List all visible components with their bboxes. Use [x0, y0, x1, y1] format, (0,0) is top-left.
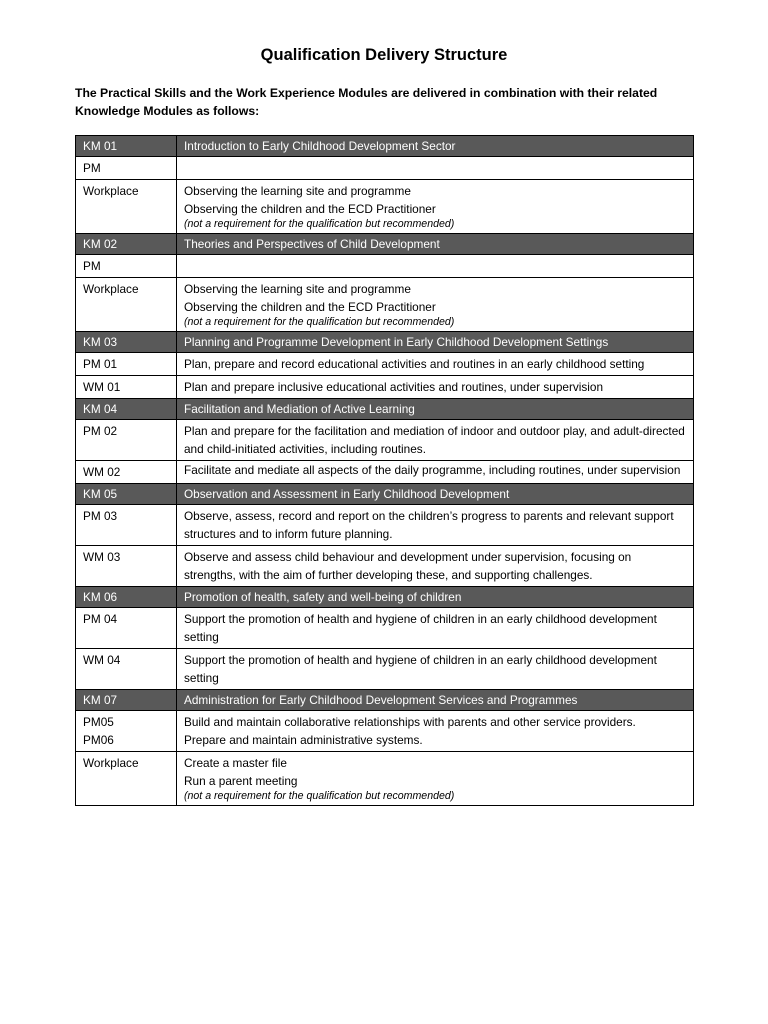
module-code-cell: PM 04 — [76, 608, 177, 649]
module-description-cell — [177, 157, 694, 180]
module-code-cell: KM 07 — [76, 690, 177, 711]
description-line: Run a parent meeting — [184, 774, 298, 788]
module-code-cell: Workplace — [76, 752, 177, 806]
module-row — [76, 711, 694, 752]
recommendation-note: (not a requirement for the qualification but recommended) — [184, 790, 455, 802]
recommendation-note: (not a requirement for the qualification but recommended) — [184, 218, 455, 230]
knowledge-module-row — [76, 690, 694, 711]
description-line: Support the promotion of health and hygiene of children in an early childhood development setting — [184, 653, 657, 685]
knowledge-module-row — [76, 234, 694, 255]
module-description-cell — [177, 255, 694, 278]
module-description-cell — [177, 180, 694, 234]
description-line: Plan and prepare for the facilitation and mediation of indoor and outdoor play, and adult-directed and child-initiated activities, including routines. — [184, 424, 685, 456]
module-row — [76, 505, 694, 546]
delivery-structure-table — [75, 135, 694, 806]
module-code-cell: KM 04 — [76, 399, 177, 420]
module-description-cell — [177, 278, 694, 332]
module-code-cell — [76, 711, 177, 752]
module-code-cell: Workplace — [76, 278, 177, 332]
module-row — [76, 752, 694, 806]
module-description-cell — [177, 546, 694, 587]
module-title-cell: Theories and Perspectives of Child Development — [177, 234, 694, 255]
module-code-cell: PM 01 — [76, 353, 177, 376]
description-line: Plan and prepare inclusive educational activities and routines, under supervision — [184, 380, 604, 394]
module-title-cell: Observation and Assessment in Early Childhood Development — [177, 484, 694, 505]
description-line: Observing the learning site and programme — [184, 282, 411, 296]
description-line: Plan, prepare and record educational activities and routines in an early childhood setting — [184, 357, 645, 371]
module-title-cell: Facilitation and Mediation of Active Learning — [177, 399, 694, 420]
module-row — [76, 278, 694, 332]
knowledge-module-row — [76, 399, 694, 420]
module-title-cell: Planning and Programme Development in Early Childhood Development Settings — [177, 332, 694, 353]
module-row — [76, 461, 694, 484]
module-description-cell — [177, 353, 694, 376]
module-row — [76, 255, 694, 278]
module-description-cell — [177, 376, 694, 399]
description-line: Build and maintain collaborative relationships with parents and other service providers. — [184, 715, 636, 729]
module-code-cell: WM 04 — [76, 649, 177, 690]
module-code-cell: KM 06 — [76, 587, 177, 608]
recommendation-note: (not a requirement for the qualification but recommended) — [184, 316, 455, 328]
page-title: Qualification Delivery Structure — [260, 46, 508, 64]
knowledge-module-row — [76, 136, 694, 157]
module-row — [76, 353, 694, 376]
description-line: Observe, assess, record and report on the children’s progress to parents and relevant support structures and to inform future planning. — [184, 509, 674, 541]
module-code-cell: Workplace — [76, 180, 177, 234]
description-line: Create a master file — [184, 756, 287, 770]
module-description-cell — [177, 505, 694, 546]
module-title-cell: Promotion of health, safety and well-being of children — [177, 587, 694, 608]
module-code-cell: PM — [76, 255, 177, 278]
module-code-cell: PM 02 — [76, 420, 177, 461]
module-description-cell — [177, 420, 694, 461]
knowledge-module-row — [76, 484, 694, 505]
module-code-cell: WM 02 — [76, 461, 177, 484]
module-row — [76, 157, 694, 180]
module-code: PM05 — [83, 715, 114, 729]
module-row — [76, 420, 694, 461]
module-code-cell: KM 02 — [76, 234, 177, 255]
knowledge-module-row — [76, 587, 694, 608]
description-line: Observing the children and the ECD Practitioner — [184, 202, 436, 216]
module-code-cell: KM 03 — [76, 332, 177, 353]
description-line: Prepare and maintain administrative systems. — [184, 733, 423, 747]
module-description-cell — [177, 711, 694, 752]
module-code-cell: WM 01 — [76, 376, 177, 399]
description-line: Observing the learning site and programme — [184, 184, 411, 198]
description-line: Facilitate and mediate all aspects of the daily programme, including routines, under supervision — [184, 463, 681, 477]
description-line: Observing the children and the ECD Practitioner — [184, 300, 436, 314]
module-code-cell: PM 03 — [76, 505, 177, 546]
module-description-cell — [177, 608, 694, 649]
module-row — [76, 180, 694, 234]
module-description-cell — [177, 752, 694, 806]
module-title-cell: Introduction to Early Childhood Development Sector — [177, 136, 694, 157]
module-row — [76, 546, 694, 587]
module-code-cell: PM — [76, 157, 177, 180]
module-description-cell — [177, 649, 694, 690]
description-line: Observe and assess child behaviour and development under supervision, focusing on strengths, with the aim of further developing these, and supporting challenges. — [184, 550, 632, 582]
module-code-cell: KM 01 — [76, 136, 177, 157]
module-row — [76, 376, 694, 399]
module-title-cell: Administration for Early Childhood Development Services and Programmes — [177, 690, 694, 711]
description-line: Support the promotion of health and hygiene of children in an early childhood development setting — [184, 612, 657, 644]
module-code-cell: KM 05 — [76, 484, 177, 505]
module-row — [76, 608, 694, 649]
module-description-cell — [177, 461, 694, 484]
module-row — [76, 649, 694, 690]
intro-paragraph: The Practical Skills and the Work Experience Modules are delivered in combination with their related Knowledge Modules as follows: — [75, 86, 658, 118]
module-code-cell: WM 03 — [76, 546, 177, 587]
knowledge-module-row — [76, 332, 694, 353]
module-code: PM06 — [83, 733, 114, 747]
